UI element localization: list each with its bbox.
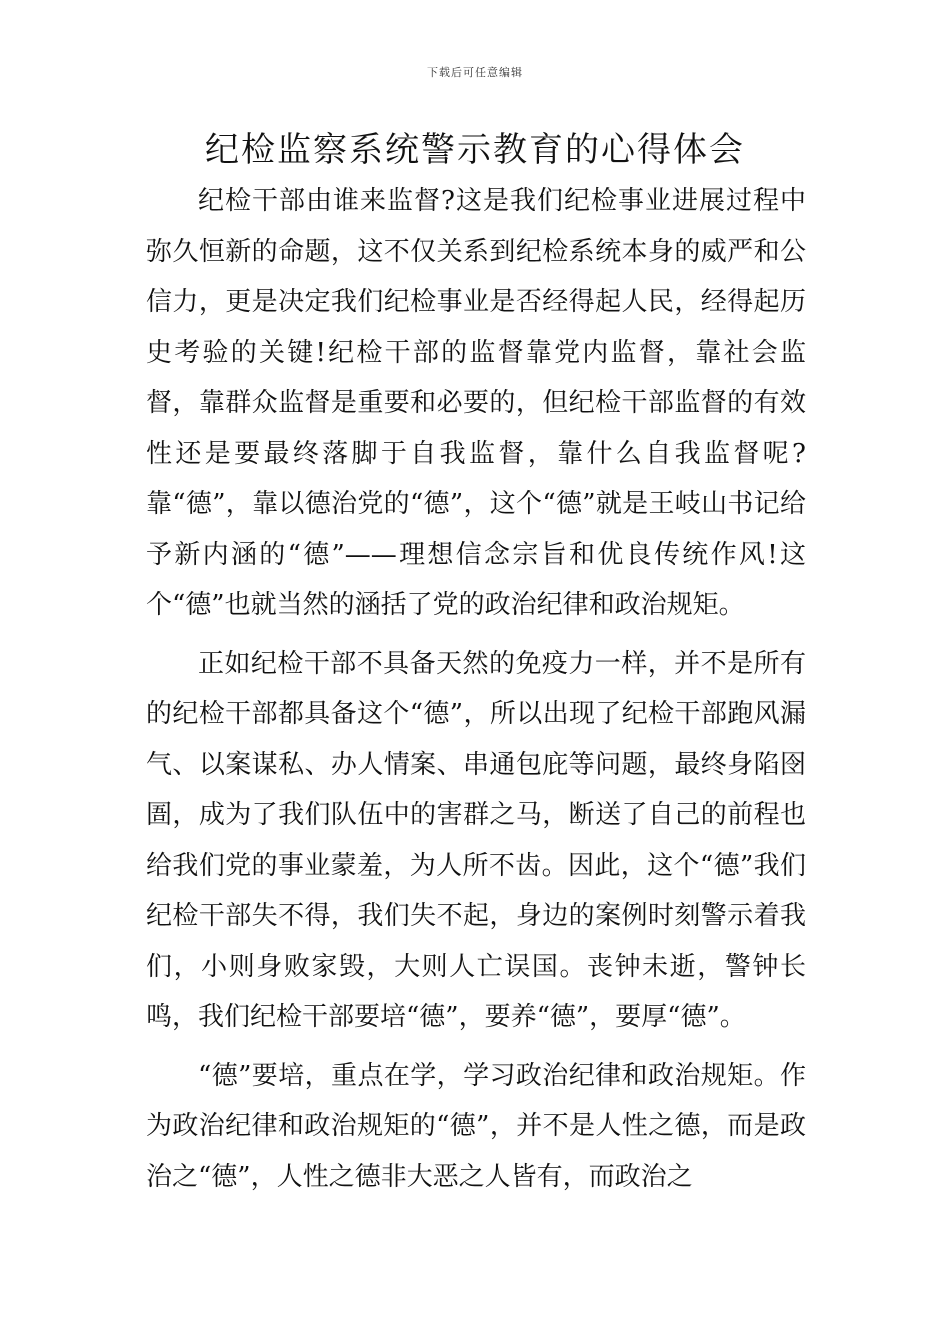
document-body: [146, 176, 806, 1202]
paragraph-2: 正如纪检干部不具备天然的免疫力一样，并不是所有的纪检干部都具备这个“德”，所以出现了纪检干部跑风漏气、以案谋私、办人情案、串通包庇等问题，最终身陷囹圄，成为了我们队伍中的害群之马，断送了自己的前程也给我们党的事业蒙羞，为人所不齿。因此，这个“德”我们纪检干部失不得，我们失不起，身边的案例时刻警示着我们，小则身败家毁，大则人亡误国。丧钟未逝，警钟长鸣，我们纪检干部要培“德”，要养“德”，要厚“德”。: [146, 648, 806, 1032]
paragraph-3: “德”要培，重点在学，学习政治纪律和政治规矩。作为政治纪律和政治规矩的“德”，并不是人性之德，而是政治之“德”，人性之德非大恶之人皆有，而政治之: [146, 1060, 806, 1192]
header-note: 下载后可任意编辑: [427, 66, 523, 79]
document-title: 纪检监察系统警示教育的心得体会: [205, 130, 745, 170]
paragraph-1: 纪检干部由谁来监督?这是我们纪检事业进展过程中弥久恒新的命题，这不仅关系到纪检系统本身的威严和公信力，更是决定我们纪检事业是否经得起人民，经得起历史考验的关键!纪检干部的监督靠党内监督，靠社会监督，靠群众监督是重要和必要的，但纪检干部监督的有效性还是要最终落脚于自我监督，靠什么自我监督呢?靠“德”，靠以德治党的“德”，这个“德”就是王岐山书记给予新内涵的“德”——理想信念宗旨和优良传统作风!这个“德”也就当然的涵括了党的政治纪律和政治规矩。: [146, 186, 806, 620]
